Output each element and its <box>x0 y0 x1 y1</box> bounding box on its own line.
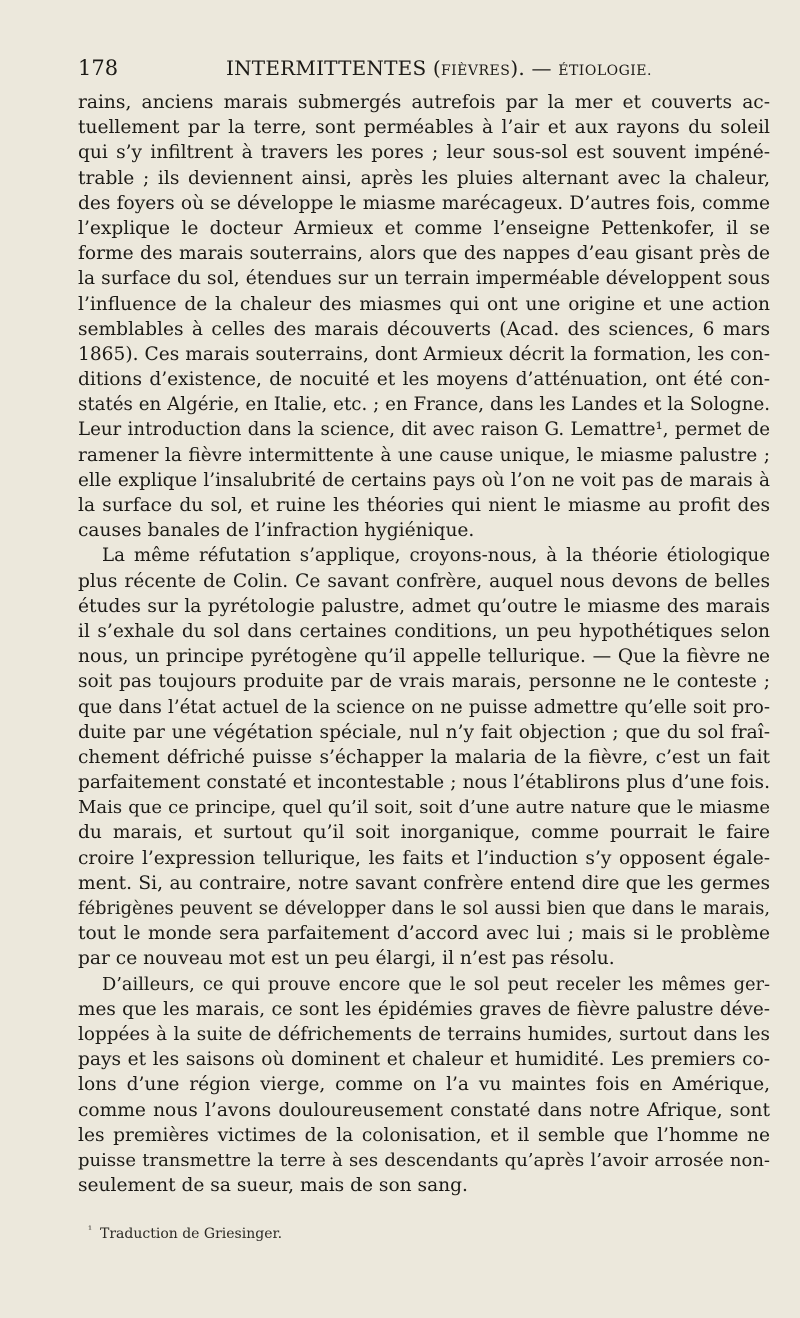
footnote-mark: ¹ <box>88 1225 93 1236</box>
text-line: la surface du sol, étendues sur un terrain imperméable développent sous <box>78 268 770 290</box>
text-line: loppées à la suite de défrichements de terrains humides, surtout dans les <box>78 1023 770 1045</box>
text-line: ramener la fièvre intermittente à une cause unique, le miasme palustre ; <box>78 444 770 466</box>
text-line: soit pas toujours produite par de vrais marais, personne ne le conteste ; <box>78 671 770 693</box>
text-line: D’ailleurs, ce qui prouve encore que le sol peut receler les mêmes ger- <box>102 973 770 995</box>
text-line: qui s’y infiltrent à travers les pores ; leur sous-sol est souvent impéné- <box>78 142 770 164</box>
text-line: la surface du sol, et ruine les théories qui nient le miasme au profit des <box>78 495 770 516</box>
text-line: les premières victimes de la colonisation, et il semble que l’homme ne <box>78 1124 770 1146</box>
text-line: 1865). Ces marais souterrains, dont Armieux décrit la formation, les con- <box>78 343 770 365</box>
text-line: ditions d’existence, de nocuité et les moyens d’atténuation, ont été con- <box>78 369 770 391</box>
running-head-paren-close: ). — <box>510 56 559 80</box>
text-line: parfaitement constaté et incontestable ; nous l’établirons plus d’une fois. <box>78 772 770 794</box>
text-line: forme des marais souterrains, alors que des nappes d’eau gisant près de <box>78 243 770 265</box>
text-line: La même réfutation s’applique, croyons-nous, à la théorie étiologique <box>102 545 770 567</box>
text-line: Leur introduction dans la science, dit avec raison G. Lemattre¹, permet de <box>78 419 770 441</box>
text-line: pays et les saisons où dominent et chaleur et humidité. Les premiers co- <box>78 1049 770 1071</box>
text-line: tuellement par la terre, sont perméables à l’air et aux rayons du soleil <box>78 117 770 139</box>
text-line: chement défriché puisse s’échapper la malaria de la fièvre, c’est un fait <box>78 746 770 768</box>
text-line: études sur la pyrétologie palustre, admet qu’outre le miasme des marais <box>78 595 770 617</box>
text-line: ment. Si, au contraire, notre savant confrère entend dire que les germes <box>78 872 770 894</box>
text-line: causes banales de l’infraction hygiénique. <box>78 520 475 542</box>
text-line: des foyers où se développe le miasme marécageux. D’autres fois, comme <box>78 192 770 214</box>
body-text <box>78 90 770 1198</box>
text-line: tout le monde sera parfaitement d’accord avec lui ; mais si le problème <box>78 923 770 945</box>
footnote <box>88 1225 282 1242</box>
text-line: elle explique l’insalubrité de certains pays où l’on ne voit pas de marais à <box>78 469 770 491</box>
text-line: Mais que ce principe, quel qu’il soit, soit d’une autre nature que le miasme <box>78 797 770 819</box>
text-line: puisse transmettre la terre à ses descendants qu’après l’avoir arrosée non- <box>78 1149 770 1171</box>
footnote-text: Traduction de Griesinger. <box>100 1226 283 1242</box>
text-line: seulement de sa sueur, mais de son sang. <box>78 1175 468 1197</box>
text-line: mes que les marais, ce sont les épidémies graves de fièvre palustre déve- <box>78 998 770 1020</box>
text-line: lons d’une région vierge, comme on l’a vu maintes fois en Amérique, <box>78 1074 770 1096</box>
text-line: rains, anciens marais submergés autrefois par la mer et couverts ac- <box>78 92 770 113</box>
text-line: croire l’expression tellurique, les faits et l’induction s’y opposent égale- <box>78 847 770 869</box>
text-line: par ce nouveau mot est un peu élargi, il n’est pas résolu. <box>78 948 615 970</box>
page-header <box>74 56 764 86</box>
text-line: il s’exhale du sol dans certaines conditions, un peu hypothétiques selon <box>78 620 770 642</box>
running-head-subtitle: FIÈVRES <box>440 63 511 79</box>
text-line: nous, un principe pyrétogène qu’il appelle tellurique. — Que la fièvre ne <box>78 646 770 668</box>
page-number: 178 <box>78 56 119 80</box>
text-line: statés en Algérie, en Italie, etc. ; en France, dans les Landes et la Sologne. <box>78 394 770 416</box>
text-line: que dans l’état actuel de la science on ne puisse admettre qu’elle soit pro- <box>78 696 770 718</box>
text-line: comme nous l’avons douloureusement constaté dans notre Afrique, sont <box>78 1099 770 1121</box>
running-head <box>226 56 652 80</box>
text-line: l’influence de la chaleur des miasmes qui ont une origine et une action <box>78 293 770 315</box>
running-head-paren-open: ( <box>426 56 441 80</box>
running-head-section: ÉTIOLOGIE. <box>558 63 652 79</box>
text-line: du marais, et surtout qu’il soit inorganique, comme pourrait le faire <box>78 822 770 844</box>
text-line: trable ; ils deviennent ainsi, après les pluies alternant avec la chaleur, <box>78 167 770 189</box>
text-line: fébrigènes peuvent se développer dans le sol aussi bien que dans le marais, <box>78 898 770 919</box>
text-line: semblables à celles des marais découverts (Acad. des sciences, 6 mars <box>78 318 770 340</box>
running-head-title: INTERMITTENTES <box>226 56 427 80</box>
text-line: duite par une végétation spéciale, nul n’y fait objection ; que du sol fraî- <box>78 721 770 743</box>
text-line: l’explique le docteur Armieux et comme l’enseigne Pettenkofer, il se <box>78 217 770 239</box>
text-line: plus récente de Colin. Ce savant confrère, auquel nous devons de belles <box>78 570 770 592</box>
